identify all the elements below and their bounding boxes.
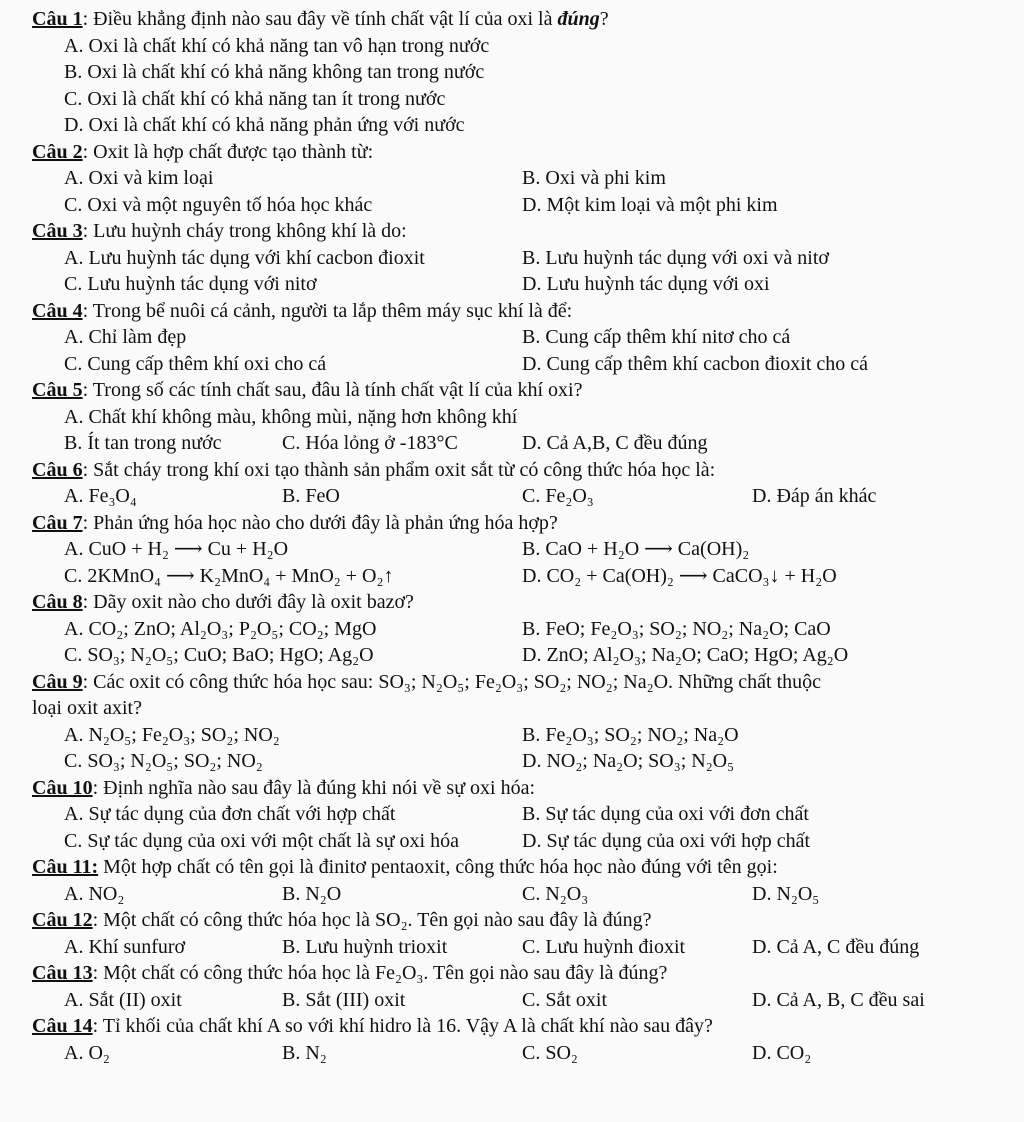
answer-option[interactable]: B. Fe₂O₃; SO₂; NO₂; Na₂O [522, 723, 739, 746]
question-label: Câu 13 [32, 962, 93, 984]
answer-option[interactable]: D. Đáp án khác [752, 485, 877, 507]
question-text: : Sắt cháy trong khí oxi tạo thành sản phẩm oxit sắt từ có công thức hóa học là: [82, 458, 716, 481]
question-text: : Tỉ khối của chất khí A so với khí hidro là 16. Vậy A là chất khí nào sau đây? [92, 1015, 713, 1037]
answer-option[interactable]: B. Cung cấp thêm khí nitơ cho cá [522, 326, 791, 348]
answer-option[interactable]: A. Sắt (II) oxit [64, 988, 182, 1011]
answer-option[interactable]: C. Sự tác dụng của oxi với một chất là sự oxi hóa [64, 829, 459, 852]
question-stem [32, 6, 1006, 33]
answer-option[interactable]: B. Sắt (III) oxit [282, 988, 406, 1011]
answer-option[interactable]: B. Lưu huỳnh tác dụng với oxi và nitơ [522, 246, 829, 269]
answer-option[interactable]: A. Khí sunfurơ [64, 935, 186, 958]
answer-option[interactable]: D. Oxi là chất khí có khả năng phản ứng với nước [64, 114, 465, 136]
option-row [32, 59, 1006, 86]
question-stem [32, 960, 1006, 987]
answer-option[interactable]: C. Lưu huỳnh đioxit [522, 935, 686, 958]
answer-option[interactable]: D. CO₂ [752, 1041, 812, 1064]
answer-option[interactable]: C. 2KMnO₄ ⟶ K₂MnO₄ + MnO₂ + O₂↑ [64, 564, 394, 587]
answer-option[interactable]: B. N₂ [282, 1041, 327, 1064]
answer-option[interactable]: C. Oxi và một nguyên tố hóa học khác [64, 193, 373, 216]
answer-option[interactable]: A. Sự tác dụng của đơn chất với hợp chất [64, 803, 396, 825]
answer-option[interactable]: D. Cung cấp thêm khí cacbon đioxit cho cá [522, 352, 869, 375]
answer-option[interactable]: D. Lưu huỳnh tác dụng với oxi [522, 273, 770, 295]
question-text-continued: loại oxit axit? [32, 697, 142, 719]
answer-option[interactable]: C. Lưu huỳnh tác dụng với nitơ [64, 273, 317, 295]
option-row [32, 801, 1006, 828]
answer-option[interactable]: A. N₂O₅; Fe₂O₃; SO₂; NO₂ [64, 723, 280, 746]
answer-option[interactable]: A. Lưu huỳnh tác dụng với khí cacbon đioxit [64, 246, 425, 269]
option-row [32, 324, 1006, 351]
answer-option[interactable]: C. Cung cấp thêm khí oxi cho cá [64, 352, 327, 375]
answer-option[interactable]: A. O₂ [64, 1041, 110, 1064]
answer-option[interactable]: D. CO₂ + Ca(OH)₂ ⟶ CaCO₃↓ + H₂O [522, 564, 837, 587]
answer-option[interactable]: A. Fe₃O₄ [64, 485, 137, 507]
question-stem [32, 510, 1006, 537]
question-label: Câu 1 [32, 8, 83, 30]
question-label: Câu 2 [32, 140, 83, 163]
answer-option[interactable]: B. Oxi là chất khí có khả năng không tan trong nước [64, 61, 485, 83]
question-text: : Định nghĩa nào sau đây là đúng khi nói về sự oxi hóa: [92, 776, 536, 799]
question-text: : Oxit là hợp chất được tạo thành từ: [82, 140, 374, 163]
option-row [32, 881, 1006, 908]
option-row [32, 1040, 1006, 1067]
option-row [32, 33, 1006, 60]
option-row [32, 563, 1006, 590]
answer-option[interactable]: D. Cả A,B, C đều đúng [522, 432, 708, 454]
question-stem [32, 589, 1006, 616]
answer-option[interactable]: D. NO₂; Na₂O; SO₃; N₂O₅ [522, 750, 735, 772]
question-label: Câu 9 [32, 670, 83, 693]
answer-option[interactable]: A. CO₂; ZnO; Al₂O₃; P₂O₅; CO₂; MgO [64, 617, 377, 640]
answer-option[interactable]: A. Chất khí không màu, không mùi, nặng hơn không khí [64, 405, 518, 428]
answer-option[interactable]: C. Sắt oxit [522, 988, 608, 1011]
option-row [32, 86, 1006, 113]
option-row [32, 192, 1006, 219]
question-text: : Một chất có công thức hóa học là Fe₂O₃. Tên gọi nào sau đây là đúng? [92, 962, 668, 984]
option-row [32, 828, 1006, 855]
answer-option[interactable]: D. Sự tác dụng của oxi với hợp chất [522, 829, 811, 852]
option-row [32, 351, 1006, 378]
answer-option[interactable]: A. NO₂ [64, 882, 125, 905]
option-row [32, 165, 1006, 192]
answer-option[interactable]: C. Hóa lỏng ở -183°C [282, 432, 458, 454]
answer-option[interactable]: B. Sự tác dụng của oxi với đơn chất [522, 803, 809, 825]
question-text: : Các oxit có công thức hóa học sau: SO₃; N₂O₅; Fe₂O₃; SO₂; NO₂; Na₂O. Những chất thuộc [82, 670, 822, 693]
question-stem [32, 669, 1006, 696]
question-stem [32, 377, 1006, 404]
answer-option[interactable]: D. N₂O₅ [752, 882, 820, 905]
question-text: : Trong số các tính chất sau, đâu là tính chất vật lí của khí oxi? [82, 379, 583, 401]
question-text: : Phản ứng hóa học nào cho dưới đây là phản ứng hóa hợp? [82, 511, 558, 534]
answer-option[interactable]: A. CuO + H₂ ⟶ Cu + H₂O [64, 538, 289, 560]
question-stem [32, 775, 1006, 802]
answer-option[interactable]: B. FeO; Fe₂O₃; SO₂; NO₂; Na₂O; CaO [522, 617, 831, 640]
answer-option[interactable]: B. CaO + H₂O ⟶ Ca(OH)₂ [522, 538, 750, 560]
question-stem [32, 298, 1006, 325]
answer-option[interactable]: B. Oxi và phi kim [522, 167, 666, 189]
answer-option[interactable]: C. SO₃; N₂O₅; CuO; BaO; HgO; Ag₂O [64, 644, 374, 666]
option-row [32, 536, 1006, 563]
option-row [32, 934, 1006, 961]
question-text: Một hợp chất có tên gọi là đinitơ pentaoxit, công thức hóa học nào đúng với tên gọi: [98, 856, 778, 878]
question-label: Câu 6 [32, 458, 83, 481]
question-text: : Một chất có công thức hóa học là SO₂. Tên gọi nào sau đây là đúng? [92, 909, 652, 931]
option-row [32, 404, 1006, 431]
answer-option[interactable]: B. FeO [282, 485, 340, 507]
option-row [32, 271, 1006, 298]
question-label: Câu 3 [32, 220, 83, 242]
answer-option[interactable]: D. ZnO; Al₂O₃; Na₂O; CaO; HgO; Ag₂O [522, 644, 849, 666]
question-label: Câu 11: [32, 856, 99, 878]
answer-option[interactable]: B. Lưu huỳnh trioxit [282, 935, 448, 958]
answer-option[interactable]: A. Oxi là chất khí có khả năng tan vô hạn trong nước [64, 34, 490, 57]
question-stem [32, 907, 1006, 934]
answer-option[interactable]: C. N₂O₃ [522, 882, 589, 905]
answer-option[interactable]: B. Ít tan trong nước [64, 432, 222, 454]
question-stem [32, 218, 1006, 245]
answer-option[interactable]: D. Cả A, C đều đúng [752, 935, 920, 958]
option-row [32, 245, 1006, 272]
option-row [32, 483, 1006, 510]
option-row [32, 430, 1006, 457]
answer-option[interactable]: D. Cả A, B, C đều sai [752, 988, 925, 1011]
answer-option[interactable]: A. Oxi và kim loại [64, 167, 214, 189]
option-row [32, 987, 1006, 1014]
question-stem [32, 854, 1006, 881]
answer-option[interactable]: C. SO₃; N₂O₅; SO₂; NO₂ [64, 750, 263, 772]
question-text: : Điều khẳng định nào sau đây về tính chất vật lí của oxi là [82, 8, 558, 30]
question-text: : Trong bể nuôi cá cảnh, người ta lắp thêm máy sục khí là để: [82, 299, 573, 322]
question-stem [32, 1013, 1006, 1040]
answer-option[interactable]: A. Chỉ làm đẹp [64, 326, 187, 348]
question-emphasis: đúng [557, 8, 600, 30]
answer-option[interactable]: D. Một kim loại và một phi kim [522, 193, 778, 216]
question-text: : Lưu huỳnh cháy trong không khí là do: [82, 220, 407, 242]
question-text-end: ? [599, 8, 609, 30]
answer-option[interactable]: C. Fe₂O₃ [522, 485, 594, 507]
question-stem [32, 457, 1006, 484]
question-stem [32, 139, 1006, 166]
question-label: Câu 14 [32, 1015, 93, 1037]
question-label: Câu 10 [32, 776, 93, 799]
question-text: : Dãy oxit nào cho dưới đây là oxit bazơ? [82, 591, 414, 613]
option-row [32, 748, 1006, 775]
question-label: Câu 5 [32, 379, 83, 401]
question-label: Câu 8 [32, 591, 83, 613]
option-row [32, 722, 1006, 749]
answer-option[interactable]: B. N₂O [282, 882, 342, 905]
answer-option[interactable]: C. SO₂ [522, 1041, 578, 1064]
question-label: Câu 4 [32, 299, 83, 322]
question-label: Câu 7 [32, 511, 83, 534]
option-row [32, 642, 1006, 669]
option-row [32, 616, 1006, 643]
answer-option[interactable]: C. Oxi là chất khí có khả năng tan ít trong nước [64, 87, 446, 110]
option-row [32, 112, 1006, 139]
question-label: Câu 12 [32, 909, 93, 931]
